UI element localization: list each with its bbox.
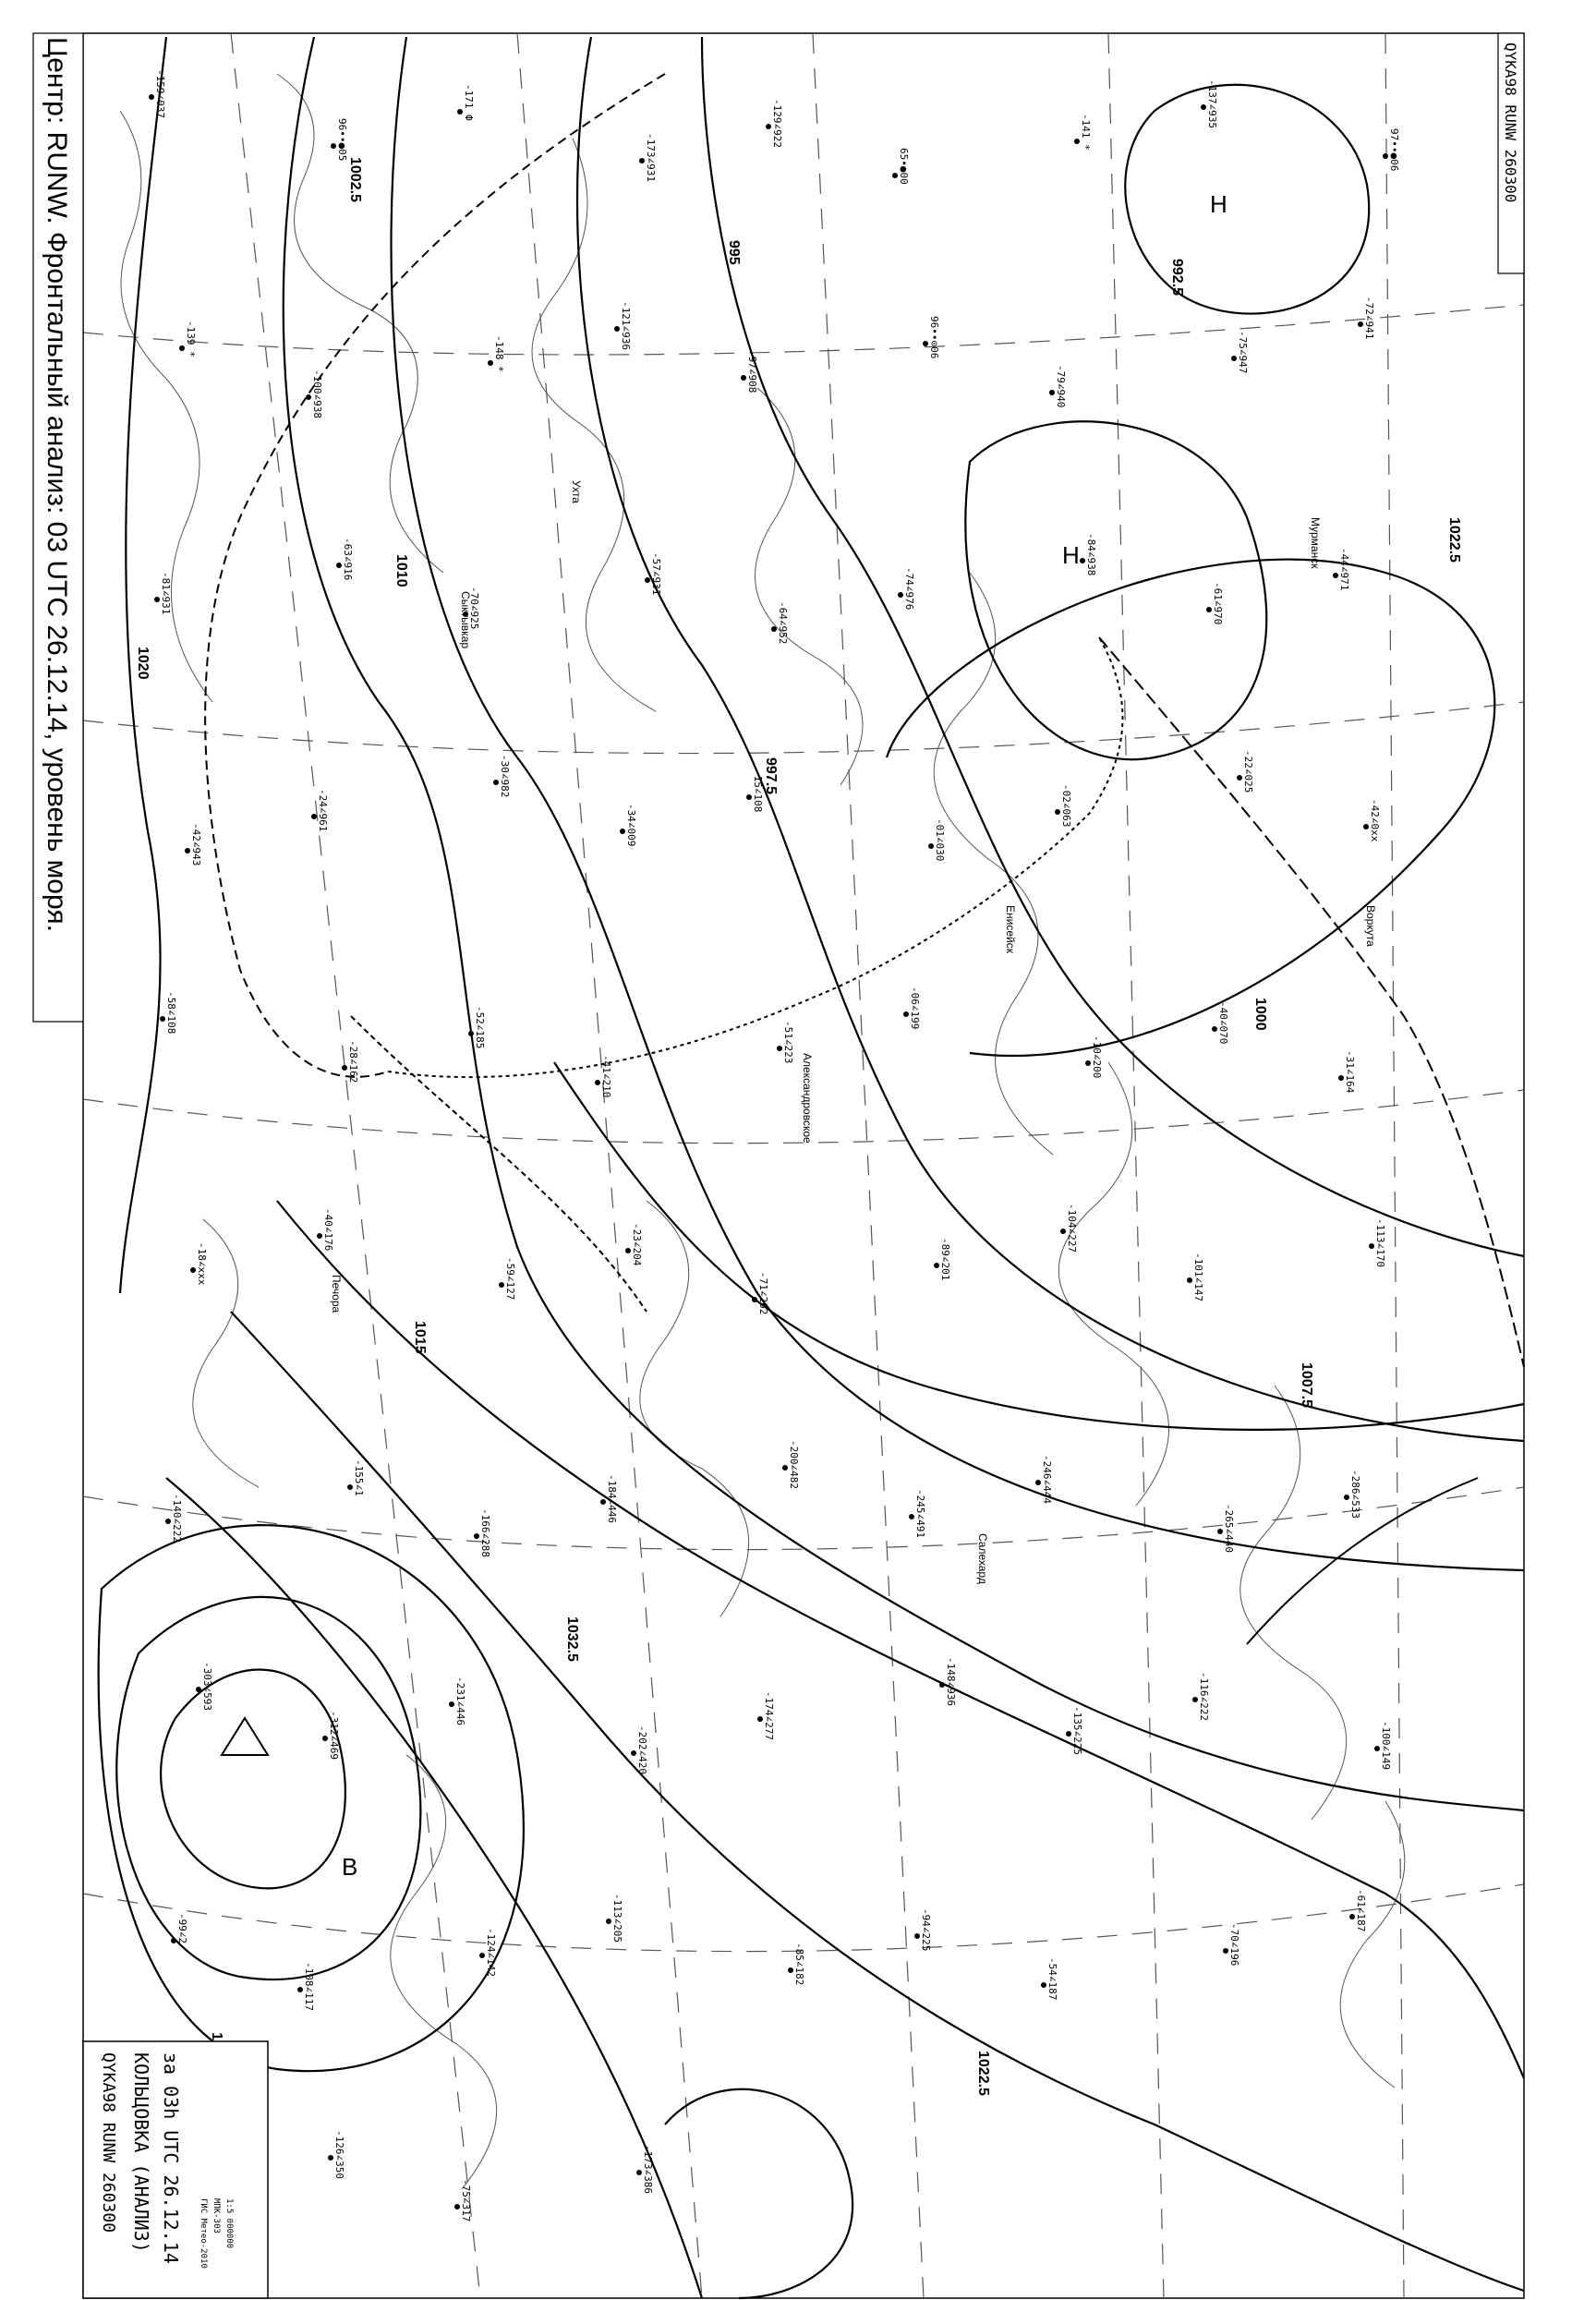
station-plot: -40∠176 <box>322 1208 334 1252</box>
station-dot-icon <box>1035 1480 1041 1485</box>
station-plot: -75∠317 <box>460 2179 472 2222</box>
station-dot-icon <box>479 1953 485 1958</box>
station-plot: -75∠947 <box>1237 331 1249 374</box>
station-plot: -63∠916 <box>342 538 354 581</box>
station-plot: 96••●05 <box>336 118 348 162</box>
station-plot: -74∠976 <box>903 567 915 611</box>
station-dot-icon <box>1363 824 1369 829</box>
station-dot-icon <box>903 1011 909 1017</box>
station-dot-icon <box>1217 1529 1223 1534</box>
station-dot-icon <box>154 597 160 602</box>
station-plot: -202∠420 <box>636 1725 648 1774</box>
station-plot: 96••⊙06 <box>928 316 940 359</box>
station-plot: -51∠223 <box>782 1021 794 1064</box>
station-dot-icon <box>196 1687 201 1692</box>
station-dot-icon <box>1333 573 1338 578</box>
footer-credit: ГИС Метео-2010 <box>199 2198 208 2269</box>
station-dot-icon <box>898 592 903 598</box>
station-dot-icon <box>1049 390 1055 395</box>
station-dot-icon <box>1085 1060 1091 1066</box>
station-plot: -108∠117 <box>303 1962 315 2011</box>
isobar-label: 992.5 <box>1169 259 1185 297</box>
station-dot-icon <box>1041 1982 1046 1988</box>
station-plot: -245∠491 <box>914 1489 926 1538</box>
station-dot-icon <box>1055 809 1060 815</box>
station-plot: -84∠938 <box>1085 533 1097 576</box>
station-dot-icon <box>771 626 777 632</box>
station-dot-icon <box>1349 1914 1355 1919</box>
isobar-label: 1000 <box>1252 998 1268 1031</box>
footer-title: КОЛЬЦОВКА (АНАЛИЗ) <box>130 2052 152 2253</box>
station-dot-icon <box>1074 139 1080 144</box>
station-plot: -24∠961 <box>317 789 329 832</box>
footer-credit: 1:5 000000 <box>224 2198 234 2249</box>
isobar-label: 1020 <box>135 647 151 680</box>
station-dot-icon <box>606 1919 611 1924</box>
station-dot-icon <box>322 1736 328 1741</box>
station-plot: -113∠170 <box>1374 1218 1386 1267</box>
station-plot: -99∠2 <box>176 1913 188 1944</box>
station-plot: -97∠908 <box>746 350 758 393</box>
station-plot: -18∠xxx <box>196 1242 208 1286</box>
station-plot: -148∠936 <box>945 1657 957 1706</box>
station-plot: -166∠288 <box>479 1508 491 1557</box>
place-name: Ухта <box>570 480 583 503</box>
station-dot-icon <box>306 394 311 400</box>
station-dot-icon <box>342 1065 347 1071</box>
station-plot: -141 * <box>1080 114 1092 151</box>
station-plot: -155∠1 <box>353 1459 365 1496</box>
station-dot-icon <box>149 94 154 100</box>
place-name: Печора <box>330 1275 343 1313</box>
low-center-symbol: Н <box>1210 190 1227 218</box>
station-plot: -129∠922 <box>771 99 783 148</box>
station-dot-icon <box>1231 356 1237 361</box>
station-plot: 97••●06 <box>1388 128 1400 172</box>
station-dot-icon <box>1344 1495 1349 1500</box>
station-plot: -31∠164 <box>1344 1050 1356 1094</box>
station-dot-icon <box>331 143 336 149</box>
station-dot-icon <box>595 1080 600 1085</box>
station-plot: -286∠533 <box>1349 1470 1361 1519</box>
footer-subtitle: за 03h UTC 26.12.14 <box>160 2052 182 2264</box>
station-dot-icon <box>454 2204 460 2209</box>
station-dot-icon <box>782 1465 788 1471</box>
station-dot-icon <box>1223 1948 1228 1954</box>
station-plot: -89∠201 <box>939 1238 951 1281</box>
station-plot: -231∠446 <box>454 1677 466 1725</box>
station-dot-icon <box>179 345 185 351</box>
isobar-label: 1032.5 <box>564 1616 580 1662</box>
station-plot: -54∠187 <box>1046 1957 1058 2001</box>
station-dot-icon <box>777 1046 782 1051</box>
place-name: Енисейск <box>1004 905 1017 953</box>
station-plot: -06∠199 <box>909 987 921 1030</box>
station-plot: -246∠444 <box>1041 1455 1053 1504</box>
station-plot: -104∠227 <box>1066 1204 1078 1253</box>
station-plot: -171 Ф <box>463 84 475 121</box>
station-dot-icon <box>1383 153 1388 159</box>
station-plot: -70∠925 <box>468 587 480 630</box>
station-plot: -15∠108 <box>752 769 764 813</box>
station-dot-icon <box>928 843 934 849</box>
station-plot: -81∠931 <box>160 572 172 615</box>
station-dot-icon <box>297 1987 303 1992</box>
station-plot: -57∠931 <box>650 552 662 596</box>
high-center-symbol: В <box>342 1853 358 1881</box>
station-plot: -42∠0xx <box>1369 799 1381 842</box>
station-dot-icon <box>923 341 928 346</box>
station-dot-icon <box>600 1499 606 1505</box>
station-plot: -44∠971 <box>1338 548 1350 591</box>
station-dot-icon <box>185 848 190 853</box>
place-name: Александровское <box>801 1053 814 1144</box>
station-plot: -100∠149 <box>1380 1721 1392 1770</box>
station-dot-icon <box>1187 1277 1192 1283</box>
station-dot-icon <box>766 124 771 129</box>
station-dot-icon <box>746 794 752 800</box>
station-dot-icon <box>788 1967 793 1973</box>
station-dot-icon <box>1060 1229 1066 1234</box>
footer-code: QYKA98 RUNW 260300 <box>99 2052 118 2233</box>
station-plot: -22∠025 <box>1242 750 1254 793</box>
station-plot: -70∠196 <box>1228 1923 1240 1967</box>
station-dot-icon <box>614 326 620 332</box>
station-dot-icon <box>488 360 493 366</box>
station-dot-icon <box>934 1263 939 1268</box>
station-plot: -94∠225 <box>920 1908 932 1952</box>
station-dot-icon <box>645 577 650 583</box>
station-dot-icon <box>1080 558 1085 563</box>
station-dot-icon <box>1369 1243 1374 1249</box>
station-plot: -139 * <box>185 321 197 357</box>
station-dot-icon <box>1201 104 1206 110</box>
station-dot-icon <box>752 1297 757 1302</box>
isobar-label: 995 <box>726 240 742 265</box>
station-dot-icon <box>1374 1746 1380 1751</box>
footer-credit: МПК-303 <box>212 2198 221 2233</box>
station-plot: -28∠162 <box>347 1040 359 1083</box>
station-plot: -71∠262 <box>757 1272 769 1315</box>
isobar-label: 1007.5 <box>1299 1362 1314 1408</box>
station-plot: -23∠204 <box>631 1223 643 1266</box>
station-plot: -121∠936 <box>620 301 632 350</box>
station-plot: -59∠127 <box>504 1257 516 1301</box>
station-dot-icon <box>347 1484 353 1490</box>
station-dot-icon <box>160 1016 165 1022</box>
station-plot: -40∠070 <box>1217 1001 1229 1045</box>
station-plot: -34∠009 <box>625 804 637 847</box>
station-dot-icon <box>914 1933 920 1939</box>
station-plot: -79∠940 <box>1055 365 1067 408</box>
station-plot: -116∠222 <box>1198 1672 1210 1721</box>
station-dot-icon <box>1212 1026 1217 1032</box>
place-name: Сыктывкар <box>459 591 472 649</box>
station-dot-icon <box>474 1533 479 1539</box>
station-dot-icon <box>741 375 746 381</box>
station-plot: -58∠108 <box>165 991 177 1035</box>
station-dot-icon <box>1237 775 1242 781</box>
station-dot-icon <box>190 1267 196 1273</box>
isobar-label: 1002.5 <box>347 157 363 202</box>
station-plot: -42∠943 <box>190 823 202 866</box>
station-plot: -61∠187 <box>1355 1889 1367 1932</box>
station-dot-icon <box>468 1031 474 1036</box>
isobar-label: 1022.5 <box>975 2051 991 2096</box>
station-dot-icon <box>757 1716 763 1722</box>
station-plot: -148 * <box>493 335 505 372</box>
station-dot-icon <box>449 1701 454 1707</box>
station-plot: -100∠938 <box>311 369 323 418</box>
isobar-label: 997.5 <box>763 757 779 795</box>
station-dot-icon <box>909 1514 914 1519</box>
station-dot-icon <box>311 814 317 819</box>
station-plot: -137∠935 <box>1206 79 1218 128</box>
station-plot: -312∠469 <box>328 1711 340 1760</box>
station-plot: -52∠185 <box>474 1006 486 1049</box>
station-plot: -10∠200 <box>1091 1035 1103 1079</box>
station-plot: -126∠350 <box>333 2130 345 2179</box>
low-center-symbol: Н <box>1062 541 1080 569</box>
station-plot: -124∠142 <box>485 1928 497 1977</box>
station-dot-icon <box>493 780 499 785</box>
station-dot-icon <box>1338 1075 1344 1081</box>
station-plot: -140∠222 <box>171 1494 183 1543</box>
station-dot-icon <box>892 173 898 178</box>
place-name: Мурманск <box>1309 517 1322 569</box>
station-plot: -72∠941 <box>1363 297 1375 340</box>
station-dot-icon <box>1206 607 1212 612</box>
station-dot-icon <box>1358 321 1363 327</box>
vertical-caption: Центр: RUNW. Фронтальный анализ: 03 UTC 26.12.14, уровень моря. <box>42 37 72 932</box>
isobar-label: 1022.5 <box>1446 517 1462 563</box>
station-plot: -61∠970 <box>1212 582 1224 625</box>
station-dot-icon <box>165 1519 171 1524</box>
station-plot: -30∠982 <box>499 755 511 798</box>
place-name: Воркута <box>1364 905 1377 947</box>
isobar-label: 1010 <box>393 554 409 587</box>
station-dot-icon <box>636 2170 642 2175</box>
station-dot-icon <box>631 1750 636 1756</box>
station-dot-icon <box>939 1682 945 1688</box>
station-plot: 65•●00 <box>898 148 910 185</box>
station-plot: -113∠205 <box>611 1894 623 1943</box>
station-plot: -200∠482 <box>788 1440 800 1489</box>
place-name: Салехард <box>976 1533 989 1584</box>
station-plot: -64∠952 <box>777 601 789 645</box>
station-plot: -85∠182 <box>793 1943 805 1986</box>
station-dot-icon <box>328 2155 333 2161</box>
station-dot-icon <box>620 829 625 834</box>
station-plot: -02∠063 <box>1060 784 1072 828</box>
station-plot: -173∠386 <box>642 2145 654 2194</box>
station-plot: -174∠277 <box>763 1691 775 1740</box>
station-plot: -41∠210 <box>600 1055 612 1098</box>
station-dot-icon <box>457 109 463 115</box>
station-dot-icon <box>336 563 342 568</box>
header-code: QYKA98 RUNW 260300 <box>1502 42 1519 203</box>
station-dot-icon <box>1192 1697 1198 1702</box>
station-dot-icon <box>317 1233 322 1239</box>
station-dot-icon <box>171 1938 176 1943</box>
station-dot-icon <box>499 1282 504 1288</box>
station-plot: -184∠446 <box>606 1474 618 1523</box>
station-plot: -159∠037 <box>154 69 166 118</box>
station-plot: -135∠225 <box>1071 1706 1083 1755</box>
station-plot: -101∠147 <box>1192 1253 1204 1301</box>
station-dot-icon <box>1066 1731 1071 1737</box>
station-plot: -173∠931 <box>645 133 657 182</box>
station-plot: -303∠593 <box>201 1662 213 1711</box>
station-plot: -01∠030 <box>934 818 946 862</box>
isobar-label: 1015 <box>412 1321 428 1354</box>
station-dot-icon <box>639 158 645 163</box>
station-dot-icon <box>625 1248 631 1253</box>
station-plot: -265∠440 <box>1223 1504 1235 1553</box>
